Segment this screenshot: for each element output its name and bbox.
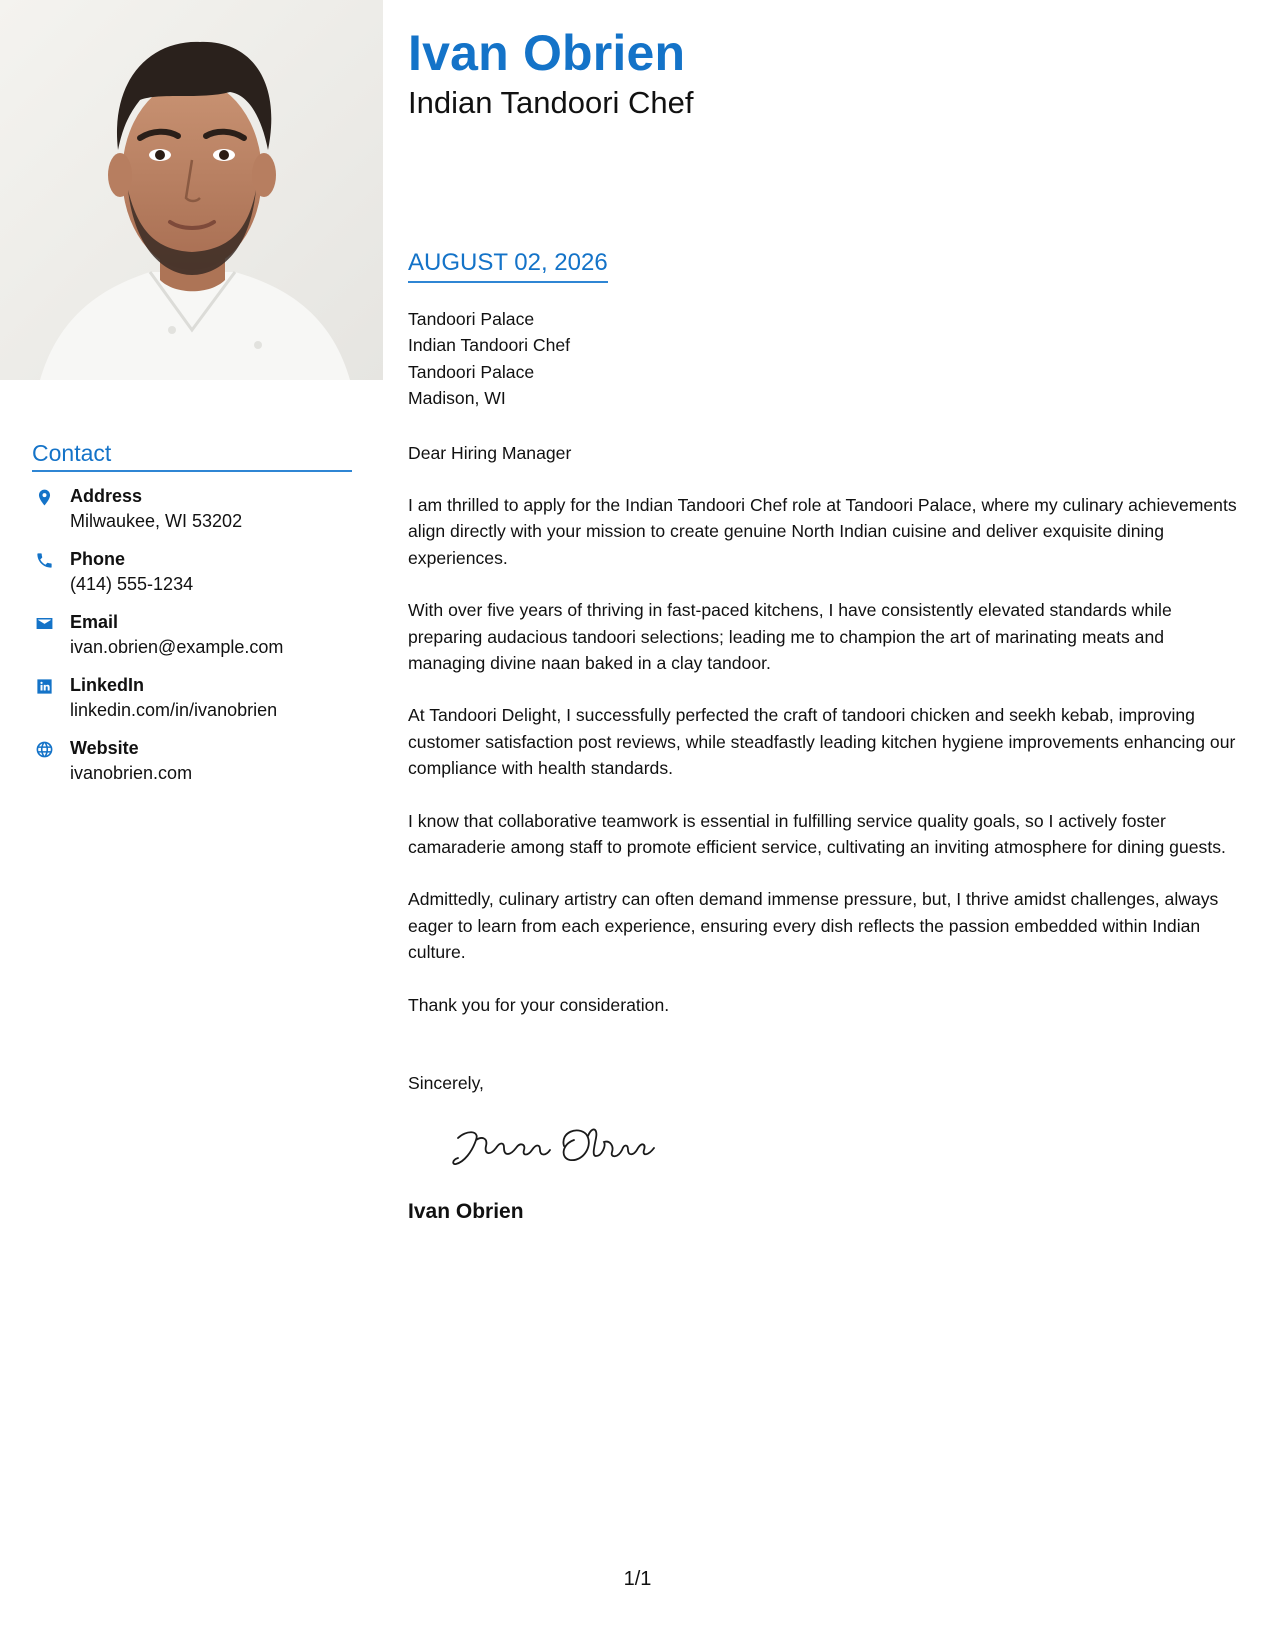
closing: Sincerely, <box>408 1073 484 1094</box>
letter-body <box>408 306 1238 1226</box>
letter-date: AUGUST 02, 2026 <box>408 248 608 283</box>
page-number: 1/1 <box>623 1568 652 1590</box>
recipient-line: Madison, WI <box>408 388 506 409</box>
linkedin-icon <box>32 673 70 696</box>
contact-label: Address <box>70 486 143 506</box>
contact-item-phone <box>32 547 352 610</box>
applicant-headline: Indian Tandoori Chef <box>408 85 694 120</box>
phone-icon <box>32 547 70 570</box>
contact-label: Email <box>70 612 119 632</box>
recipient-line: Tandoori Palace <box>408 361 535 382</box>
letter-paragraph: Thank you for your consideration. <box>408 994 670 1015</box>
contact-value: linkedin.com/in/ivanobrien <box>70 700 278 720</box>
contact-value: (414) 555-1234 <box>70 574 194 594</box>
profile-photo <box>0 0 383 380</box>
contact-item-website <box>32 736 352 799</box>
applicant-name: Ivan Obrien <box>408 25 686 81</box>
contact-item-address <box>32 484 352 547</box>
sidebar <box>32 438 352 799</box>
contact-section-title: Contact <box>32 438 352 472</box>
letter-paragraph: I know that collaborative teamwork is essential in fulfilling service quality goals, so I actively foster camaraderie among staff to promote efficient service, cultivating an inviting atmosphere for dining guests. <box>408 810 1226 858</box>
contact-list <box>32 484 352 799</box>
letter-paragraph: At Tandoori Delight, I successfully perfected the craft of tandoori chicken and seekh kebab, improving customer satisfaction post reviews, while steadfastly leading kitchen hygiene improvements enhancing our compliance with health standards. <box>408 705 1236 779</box>
globe-icon <box>32 736 70 759</box>
salutation: Dear Hiring Manager <box>408 442 572 463</box>
recipient-line: Tandoori Palace <box>408 309 535 329</box>
handwritten-signature <box>446 1116 666 1176</box>
letter-paragraph: With over five years of thriving in fast-paced kitchens, I have consistently elevated standards while preparing audacious tandoori selections; leading me to champion the art of marinating meats and managing divine naan baked in a clay tandoor. <box>408 600 1172 673</box>
recipient-line: Indian Tandoori Chef <box>408 335 571 356</box>
contact-label: LinkedIn <box>70 675 145 695</box>
signer-name: Ivan Obrien <box>408 1200 524 1224</box>
contact-item-email <box>32 610 352 673</box>
contact-label: Phone <box>70 549 126 569</box>
contact-value: Milwaukee, WI 53202 <box>70 511 243 531</box>
letter-paragraph: Admittedly, culinary artistry can often demand immense pressure, but, I thrive amidst challenges, always eager to learn from each experience, ensuring every dish reflects the passion embedded within Indian culture. <box>408 889 1219 963</box>
email-icon <box>32 610 70 633</box>
contact-label: Website <box>70 738 139 758</box>
recipient-block <box>408 306 1238 412</box>
location-pin-icon <box>32 484 70 507</box>
contact-value: ivanobrien.com <box>70 763 193 783</box>
letter-paragraph: I am thrilled to apply for the Indian Tandoori Chef role at Tandoori Palace, where my culinary achievements align directly with your mission to create genuine North Indian cuisine and deliver exquisite dining experiences. <box>408 494 1237 568</box>
contact-item-linkedin <box>32 673 352 736</box>
contact-value: ivan.obrien@example.com <box>70 637 284 657</box>
